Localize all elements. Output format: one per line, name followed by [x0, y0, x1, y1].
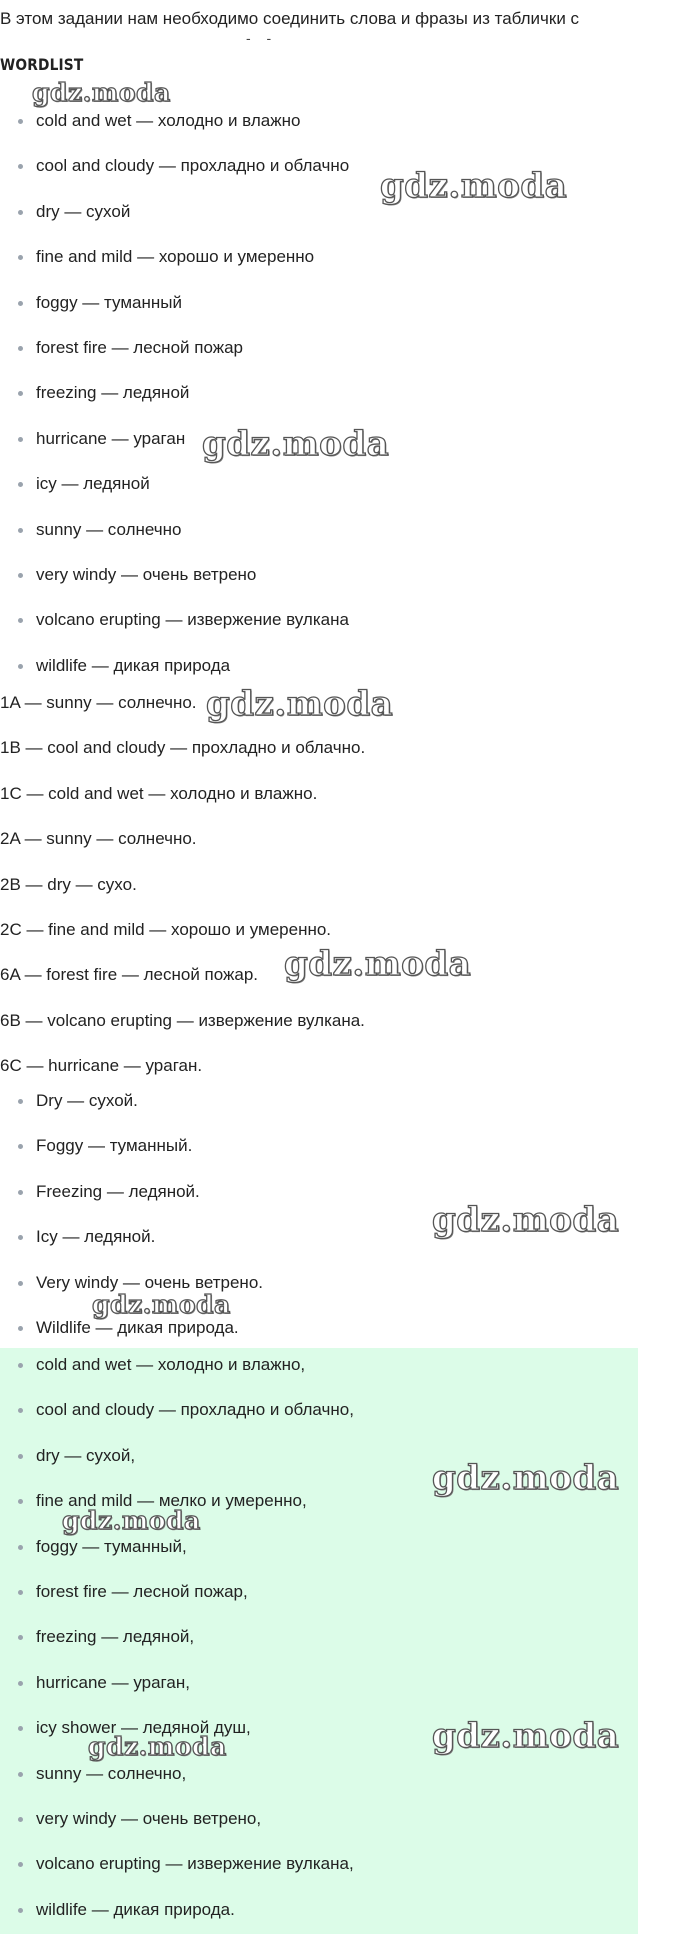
list-item-text: Wildlife — дикая природа.	[36, 1317, 239, 1337]
list-item-text: Dry — сухой.	[36, 1091, 138, 1110]
list-item	[0, 609, 640, 654]
list-item-text: fine and mild — мелко и умеренно,	[36, 1491, 307, 1511]
bullet-icon	[18, 1454, 23, 1459]
bullet-icon	[18, 1726, 23, 1731]
bullet-icon	[18, 437, 23, 442]
answer-line: 1C — cold and wet — холодно и влажно.	[0, 783, 318, 803]
list-item	[0, 1181, 640, 1226]
list-item-text: hurricane — ураган,	[36, 1672, 190, 1692]
answer-line: 6A — forest fire — лесной пожар.	[0, 965, 259, 985]
list-item	[0, 382, 640, 427]
list-item	[0, 1445, 640, 1490]
list-item	[0, 1763, 640, 1808]
list-item-text: icy shower — ледяной душ,	[36, 1718, 251, 1738]
list-item-text: freezing — ледяной,	[36, 1627, 195, 1647]
list-item	[0, 1399, 640, 1444]
bullet-icon	[18, 1190, 23, 1195]
list-item-text: Freezing — ледяной.	[36, 1181, 200, 1201]
list-item-text: sunny — солнечно,	[36, 1763, 187, 1783]
answer-line: 6C — hurricane — ураган.	[0, 1056, 203, 1076]
answer-line: 2A — sunny — солнечно.	[0, 829, 197, 849]
bullet-icon	[18, 1772, 23, 1777]
bullet-icon	[18, 1908, 23, 1913]
answer-line: 1B — cool and cloudy — прохладно и облачно.	[0, 738, 366, 758]
list-item	[0, 473, 640, 518]
list-item	[0, 246, 640, 291]
list-item-text: very windy — очень ветрено,	[36, 1808, 262, 1828]
list-item-text: Very windy — очень ветрено.	[36, 1272, 264, 1292]
list-item-text: forest fire — лесной пожар	[36, 337, 243, 357]
watermark-logo: gdz.moda	[202, 424, 390, 464]
answer-line: 1A — sunny — солнечно.	[0, 693, 197, 712]
bullet-icon	[18, 1235, 23, 1240]
watermark-logo: gdz.moda	[380, 166, 568, 206]
list-item-text: fine and mild — хорошо и умеренно	[36, 247, 315, 267]
list-item-text: hurricane — ураган	[36, 428, 186, 448]
bullet-icon	[18, 391, 23, 396]
list-item	[0, 1626, 640, 1671]
list-item-text: wildlife — дикая природа.	[36, 1899, 235, 1919]
answer-line: 6B — volcano erupting — извержение вулкана.	[0, 1010, 365, 1030]
list-item	[0, 337, 640, 382]
list-item	[0, 1226, 640, 1271]
bullet-icon	[18, 346, 23, 351]
watermark-logo: gdz.moda	[432, 1716, 620, 1756]
answer-line: 2B — dry — сухо.	[0, 874, 137, 894]
bullet-icon	[18, 301, 23, 306]
bullet-icon	[18, 618, 23, 623]
bullet-icon	[18, 210, 23, 215]
bullet-icon	[18, 528, 23, 533]
bullet-icon	[18, 1144, 23, 1149]
intro-text: В этом задании нам необходимо соединить слова и фразы из таблички с	[0, 9, 580, 28]
bullet-icon	[18, 1408, 23, 1413]
list-item-text: dry — сухой	[36, 201, 131, 221]
list-item-text: foggy — туманный,	[36, 1536, 187, 1556]
bullet-icon	[18, 119, 23, 124]
wordlist-heading: WORDLIST	[0, 55, 84, 74]
watermark-logo: gdz.moda	[432, 1200, 620, 1240]
list-item	[0, 1808, 640, 1853]
list-item-text: volcano erupting — извержение вулкана,	[36, 1854, 354, 1874]
list-item-text: foggy — туманный	[36, 292, 182, 312]
list-item	[0, 201, 640, 246]
bullet-icon	[18, 573, 23, 578]
bullet-icon	[18, 664, 23, 669]
list-item-text: volcano erupting — извержение вулкана	[36, 610, 349, 630]
list-item	[0, 1672, 640, 1717]
list-item	[0, 1536, 640, 1581]
watermark-logo: gdz.moda	[284, 944, 472, 984]
list-item-text: cold and wet — холодно и влажно,	[36, 1355, 306, 1374]
watermark-logo: gdz.moda	[32, 78, 171, 107]
watermark-logo: gdz.moda	[62, 1506, 201, 1535]
bullet-icon	[18, 1681, 23, 1686]
bullet-icon	[18, 1635, 23, 1640]
bullet-icon	[18, 1545, 23, 1550]
list-item	[0, 1135, 640, 1180]
list-item	[0, 110, 640, 155]
list-item-text: Foggy — туманный.	[36, 1136, 193, 1156]
list-item	[0, 1853, 640, 1898]
list-item-text: wildlife — дикая природа	[36, 655, 231, 675]
list-item-text: dry — сухой,	[36, 1445, 136, 1465]
list-item-text: cool and cloudy — прохладно и облачно	[36, 156, 350, 176]
bullet-icon	[18, 255, 23, 260]
bullet-icon	[18, 164, 23, 169]
list-item-text: cold and wet — холодно и влажно	[36, 111, 301, 130]
watermark-logo: gdz.moda	[88, 1732, 227, 1761]
list-item	[0, 519, 640, 564]
list-item-text: very windy — очень ветрено	[36, 564, 257, 584]
answers-block	[0, 692, 640, 1101]
list-item	[0, 1717, 640, 1762]
list-item	[0, 292, 640, 337]
list-item	[0, 1354, 640, 1399]
bullet-icon	[18, 1499, 23, 1504]
list-item	[0, 1272, 640, 1317]
bullet-icon	[18, 482, 23, 487]
list-item-text: Icy — ледяной.	[36, 1227, 156, 1247]
list-item	[0, 1581, 640, 1626]
bullet-icon	[18, 1363, 23, 1368]
list-item	[0, 1090, 640, 1135]
bullet-icon	[18, 1099, 23, 1104]
list-item-text: icy — ледяной	[36, 474, 150, 494]
answer-line: 2C — fine and mild — хорошо и умеренно.	[0, 919, 332, 939]
bullet-icon	[18, 1817, 23, 1822]
second-list	[0, 1090, 640, 1362]
list-item-text: freezing — ледяной	[36, 383, 190, 403]
list-item	[0, 155, 640, 200]
wordlist-list	[0, 110, 640, 700]
list-item	[0, 1899, 640, 1944]
list-item-text: sunny — солнечно	[36, 519, 182, 539]
green-list	[0, 1354, 640, 1944]
watermark-logo: gdz.moda	[92, 1290, 231, 1319]
bullet-icon	[18, 1326, 23, 1331]
watermark-logo: gdz.moda	[432, 1458, 620, 1498]
bullet-icon	[18, 1862, 23, 1867]
list-item-text: cool and cloudy — прохладно и облачно,	[36, 1400, 354, 1420]
list-item-text: forest fire — лесной пожар,	[36, 1581, 248, 1601]
bullet-icon	[18, 1281, 23, 1286]
bullet-icon	[18, 1590, 23, 1595]
list-item	[0, 428, 640, 473]
dash-marks: - -	[246, 30, 278, 46]
list-item	[0, 564, 640, 609]
watermark-logo: gdz.moda	[206, 684, 394, 724]
list-item	[0, 1490, 640, 1535]
